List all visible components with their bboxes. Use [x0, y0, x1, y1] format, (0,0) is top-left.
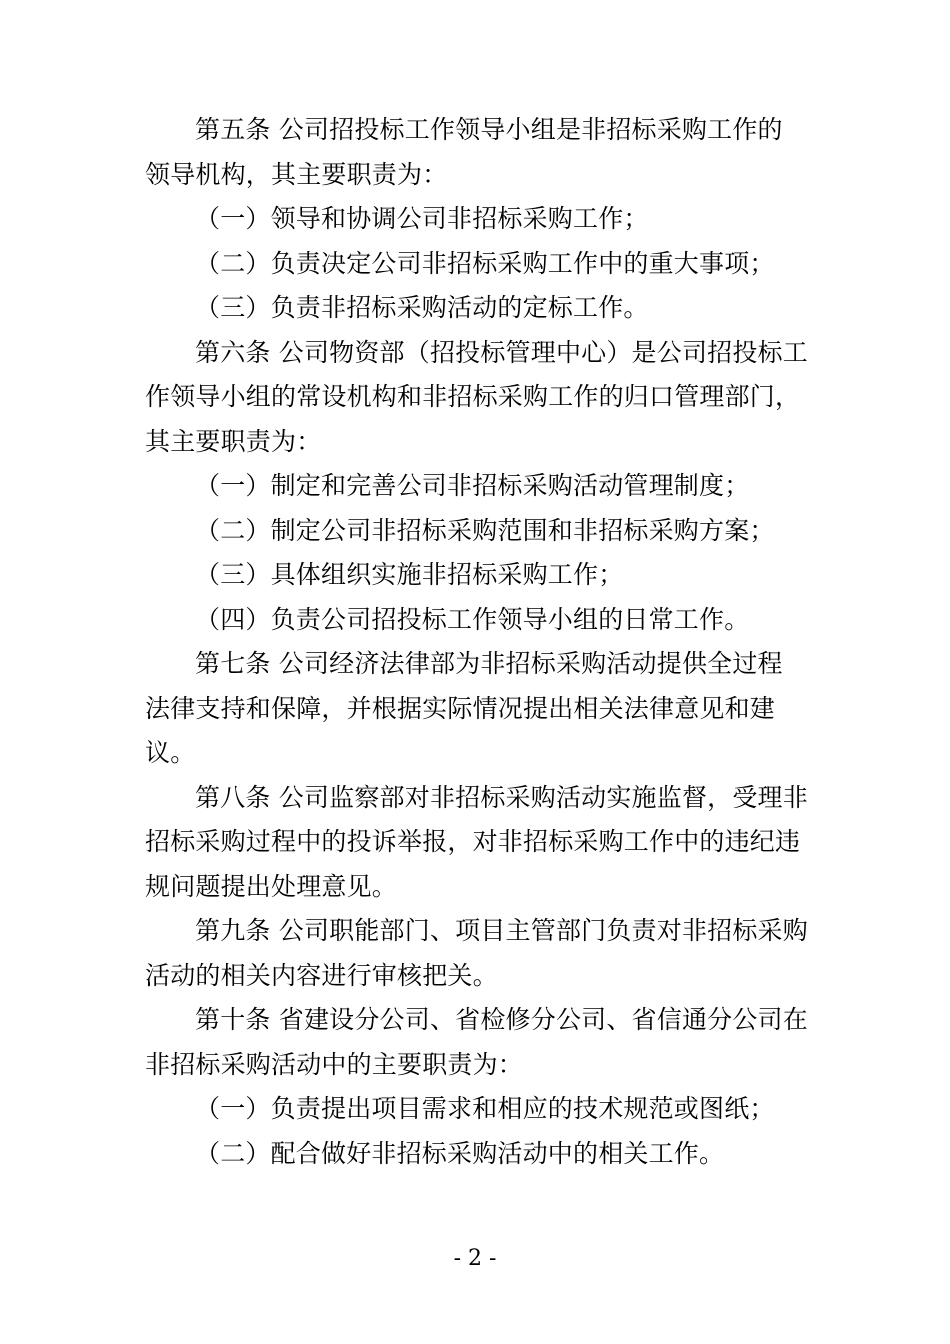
body-line: （二）负责决定公司非招标采购工作中的重大事项； — [195, 248, 775, 278]
body-line: 其主要职责为： — [145, 426, 322, 456]
body-line: （三）具体组织实施非招标采购工作； — [195, 560, 624, 589]
body-line: （一）制定和完善公司非招标采购活动管理制度； — [195, 471, 750, 500]
body-line: 作领导小组的常设机构和非招标采购工作的归口管理部门， — [145, 382, 801, 411]
body-line: （二）配合做好非招标采购活动中的相关工作。 — [195, 1138, 725, 1168]
body-line: 领导机构，其主要职责为： — [145, 159, 448, 189]
body-line: 活动的相关内容进行审核把关。 — [145, 960, 498, 990]
body-line: 第八条 公司监察部对非招标采购活动实施监督，受理非 — [195, 782, 808, 812]
body-line: （三）负责非招标采购活动的定标工作。 — [195, 293, 649, 322]
body-line: 规问题提出处理意见。 — [145, 871, 398, 901]
body-line: （一）领导和协调公司非招标采购工作； — [195, 204, 649, 233]
body-line: 法律支持和保障，并根据实际情况提出相关法律意见和建 — [145, 693, 776, 723]
body-line: 第十条 省建设分公司、省检修分公司、省信通分公司在 — [195, 1005, 808, 1034]
body-line: 第九条 公司职能部门、项目主管部门负责对非招标采购 — [195, 916, 808, 945]
body-line: 招标采购过程中的投诉举报，对非招标采购工作中的违纪违 — [145, 827, 801, 856]
body-line: 第七条 公司经济法律部为非招标采购活动提供全过程 — [195, 649, 783, 678]
body-line: 第五条 公司招投标工作领导小组是非招标采购工作的 — [195, 115, 783, 144]
body-line: （二）制定公司非招标采购范围和非招标采购方案； — [195, 515, 775, 545]
document-body — [145, 108, 809, 1176]
body-line: （一）负责提出项目需求和相应的技术规范或图纸； — [195, 1094, 775, 1123]
body-line: 第六条 公司物资部（招投标管理中心）是公司招投标工 — [195, 337, 808, 367]
body-line: 非招标采购活动中的主要职责为： — [145, 1049, 524, 1079]
body-line: （四）负责公司招投标工作领导小组的日常工作。 — [195, 604, 750, 634]
body-line: 议。 — [145, 738, 196, 767]
page-number: - 2 - — [453, 1246, 497, 1271]
